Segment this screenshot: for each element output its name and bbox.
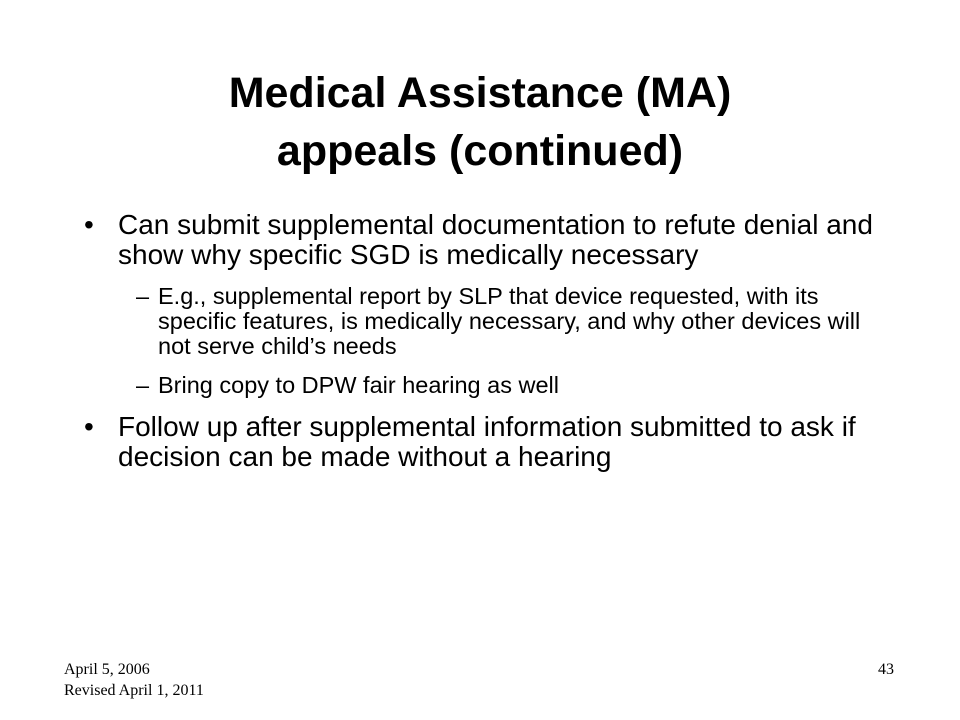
- sub-bullet-item: [80, 373, 880, 398]
- slide-title-line-2: appeals (continued): [276, 127, 684, 175]
- sub-bullet-text: E.g., supplemental report by SLP that device requested, with its specific features, is medically necessary, and why other devices will not serve child’s needs: [158, 283, 861, 359]
- bullet-item: [80, 210, 880, 270]
- footer-date-line-1: April 5, 2006: [64, 661, 150, 678]
- slide-title-line-1: Medical Assistance (MA): [228, 69, 732, 117]
- sub-bullet-marker: –: [136, 283, 150, 309]
- bullet-marker: •: [84, 209, 94, 240]
- bullet-item: [80, 412, 880, 472]
- sub-bullet-item: [80, 284, 880, 359]
- slide-body: [80, 210, 880, 486]
- bullet-text: Follow up after supplemental information submitted to ask if decision can be made without a hearing: [118, 411, 856, 472]
- slide-title: [80, 64, 880, 180]
- page-number: 43: [878, 661, 894, 678]
- bullet-marker: •: [84, 411, 94, 442]
- sub-bullet-marker: –: [136, 372, 150, 398]
- sub-bullet-text: Bring copy to DPW fair hearing as well: [158, 372, 559, 398]
- footer-date: [64, 659, 204, 701]
- footer-date-line-2: Revised April 1, 2011: [64, 682, 204, 699]
- bullet-text: Can submit supplemental documentation to refute denial and show why specific SGD is medically necessary: [118, 209, 873, 270]
